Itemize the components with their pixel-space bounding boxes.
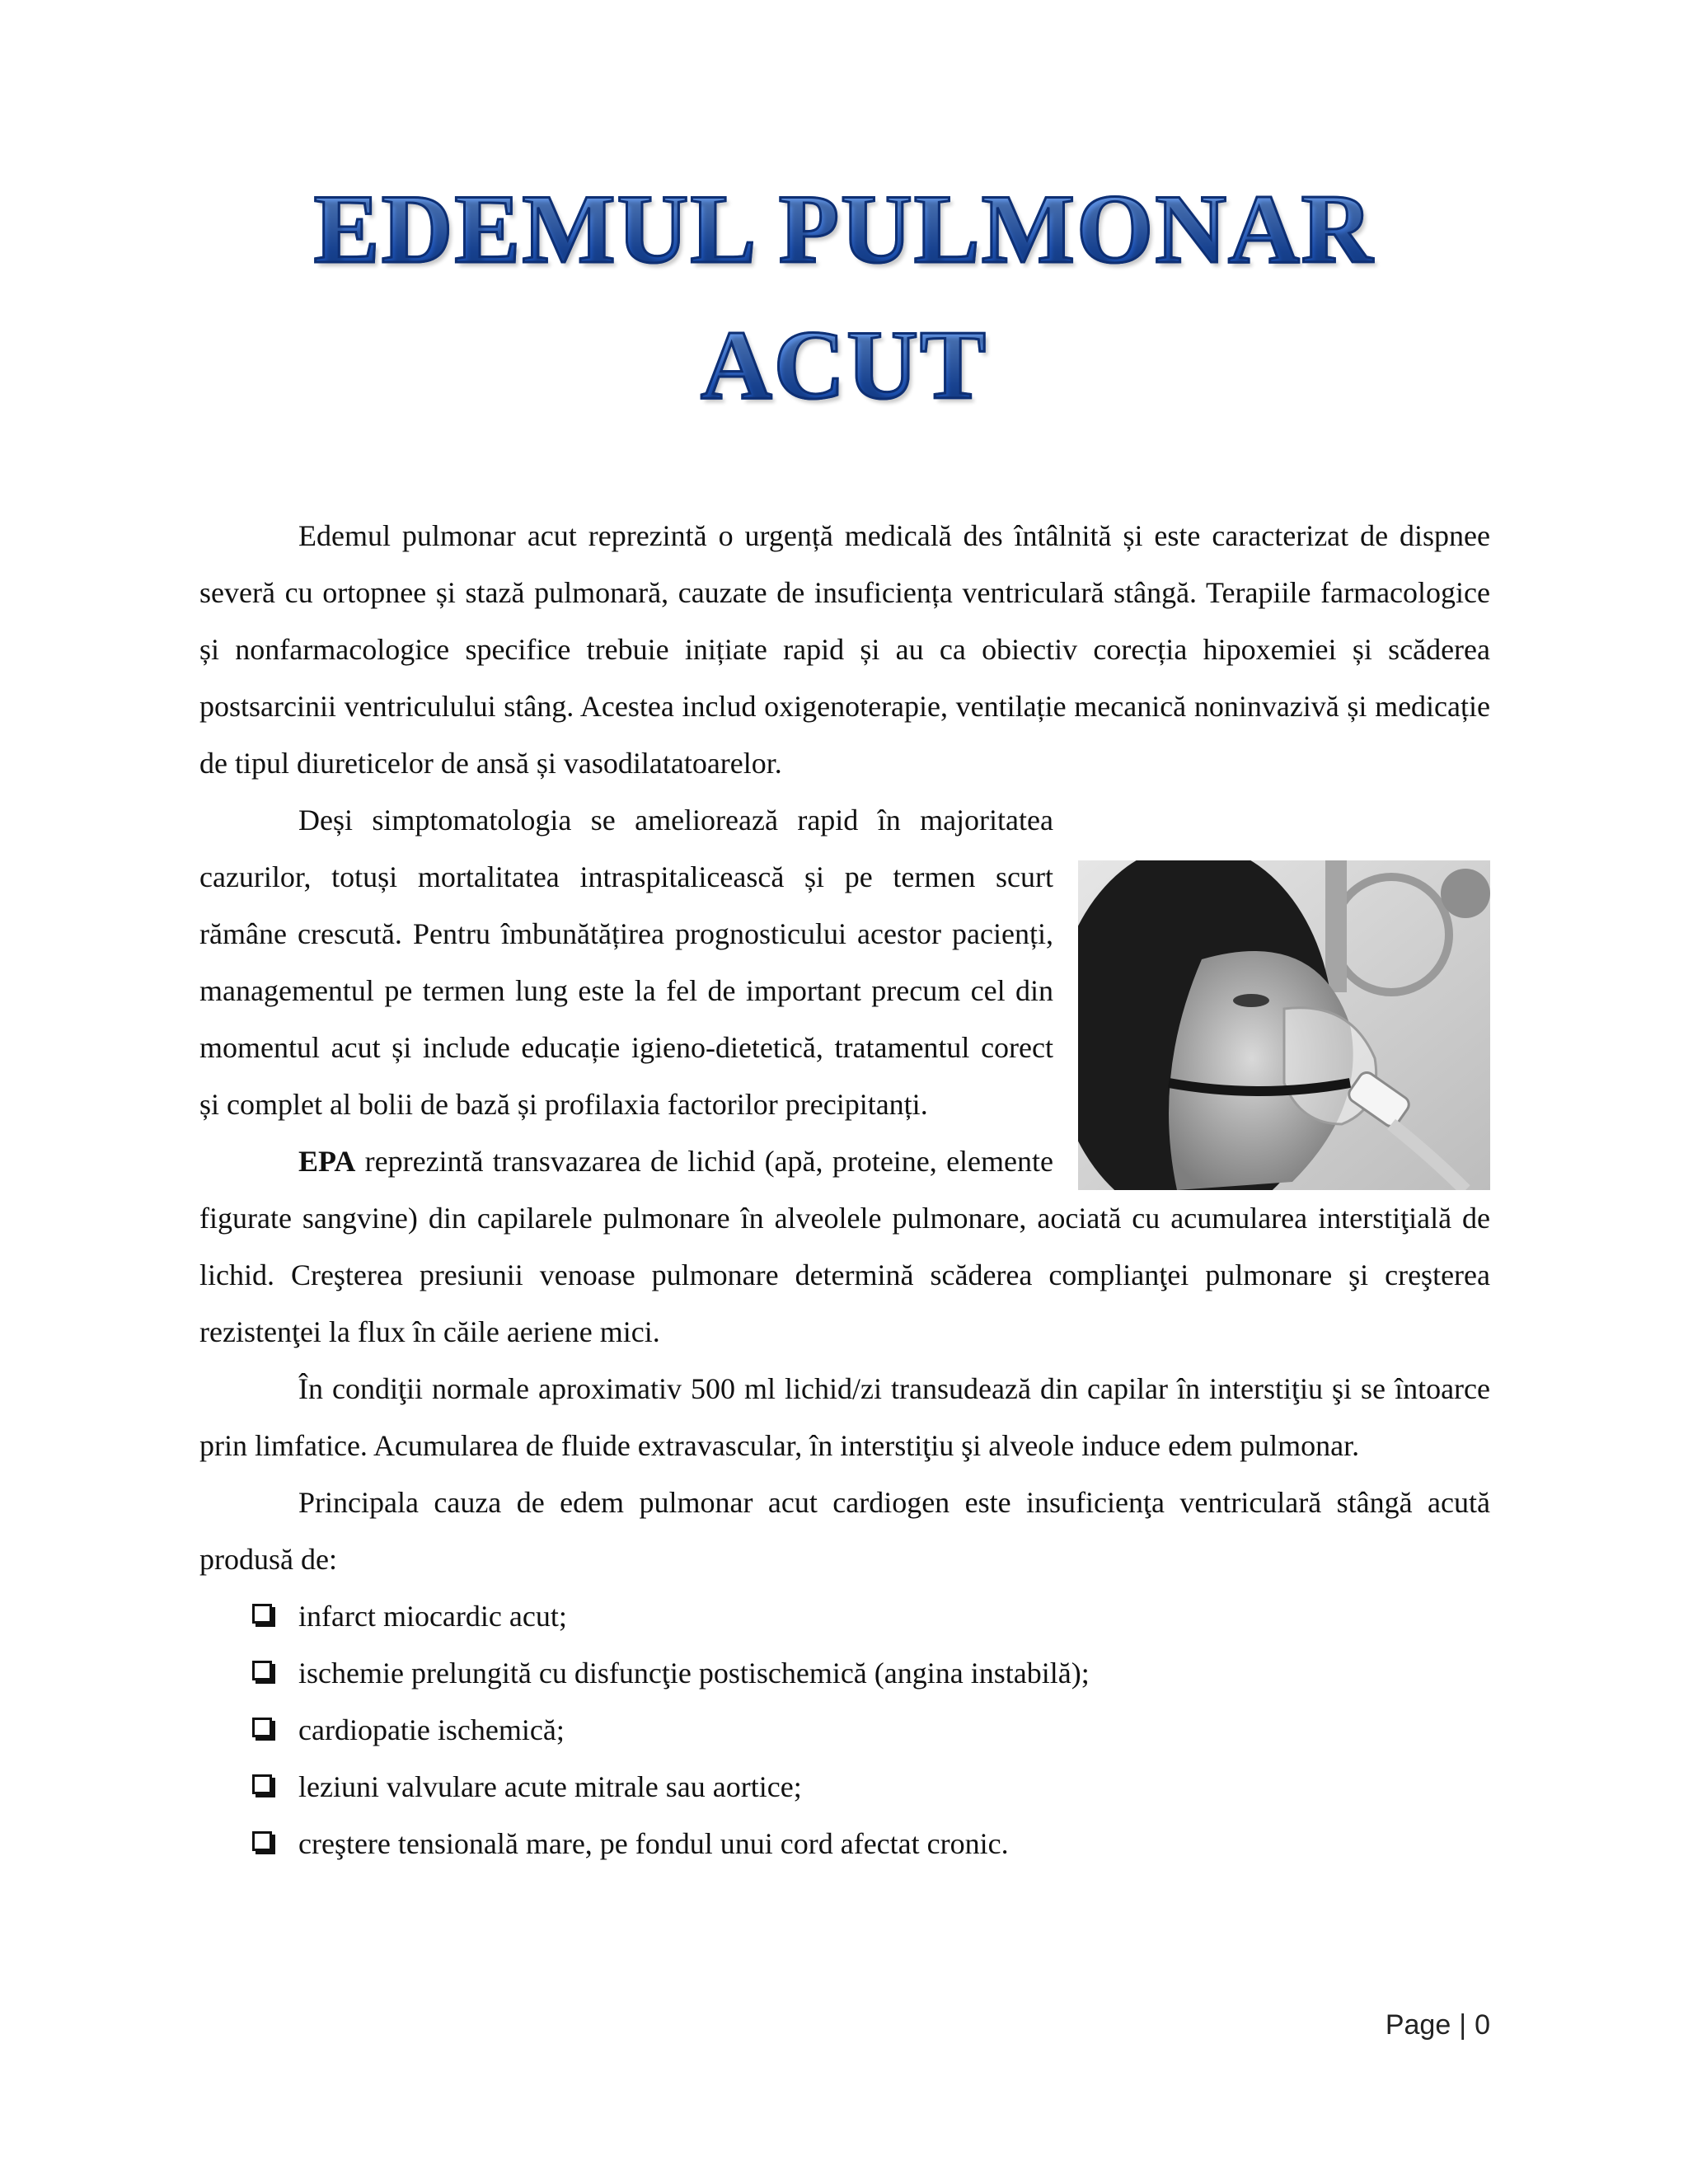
paragraph-symptoms: Deși simptomatologia se ameliorează rapid în majoritatea cazurilor, totuși mortalitatea intraspitalicească și pe termen scurt rămâne crescută. Pentru îmbunătățirea prognosticului acestor pacienți, managementul pe termen lung este la fel de important precum cel din momentul acut și include educație igieno-dietetică, tratamentul corect și complet al bolii de bază și profilaxia factorilor precipitanți. [199, 804, 1053, 1121]
title-line-1: EDEMUL PULMONAR [0, 161, 1688, 297]
list-item-text: creştere tensională mare, pe fondul unui cord afectat cronic. [298, 1827, 1009, 1860]
causes-list [199, 1588, 1490, 1872]
checkbox-bullet-icon [252, 1831, 272, 1851]
paragraph-intro: Edemul pulmonar acut reprezintă o urgență medicală des întâlnită și este caracterizat de dispnee severă cu ortopnee și stază pulmonară, cauzate de insuficiența ventriculară stângă. Terapiile farmacologice și nonfarmacologice specifice trebuie inițiate rapid și au ca obiectiv corecția hipoxemiei și scăderea postsarcinii ventriculului stâng. Acestea includ oxigenoterapie, ventilație mecanică noninvazivă și medicație de tipul diureticelor de ansă și vasodilatatoarelor. [199, 519, 1490, 780]
page-label: Page [1385, 2009, 1451, 2041]
page-number: 0 [1475, 2009, 1490, 2041]
list-item [199, 1645, 1490, 1702]
page-title [0, 161, 1688, 433]
checkbox-bullet-icon [252, 1604, 272, 1624]
paragraph-physiology: În condiţii normale aproximativ 500 ml lichid/zi transudează din capilar în interstiţiu şi se întoarce prin limfatice. Acumularea de fluide extravascular, în interstiţiu şi alveole induce edem pulmonar. [199, 1372, 1490, 1462]
page-footer [1386, 2009, 1490, 2041]
list-item-text: cardiopatie ischemică; [298, 1713, 565, 1746]
checkbox-bullet-icon [252, 1718, 272, 1737]
paragraph-epa-text: reprezintă transvazarea de lichid (apă, proteine, elemente figurate sangvine) din capilarele pulmonare în alveolele pulmonare, aociată cu acumularea interstiţială de lichid. Creşterea presiunii venoase pulmonare determină scăderea complianţei pulmonare şi creşterea rezistenţei la flux în căile aeriene mici. [199, 1145, 1490, 1348]
checkbox-bullet-icon [252, 1661, 272, 1680]
document-body [199, 508, 1490, 1872]
list-item [199, 1588, 1490, 1645]
title-line-2: ACUT [0, 297, 1688, 433]
checkbox-bullet-icon [252, 1774, 272, 1794]
list-item [199, 1759, 1490, 1816]
list-item-text: infarct miocardic acut; [298, 1600, 567, 1633]
list-item-text: ischemie prelungită cu disfuncţie postischemică (angina instabilă); [298, 1657, 1090, 1690]
patient-oxygen-mask-photo [1078, 860, 1490, 1190]
epa-abbreviation: EPA [298, 1145, 356, 1178]
list-item [199, 1702, 1490, 1759]
list-item [199, 1816, 1490, 1872]
list-item-text: leziuni valvulare acute mitrale sau aortice; [298, 1770, 802, 1803]
paragraph-causes: Principala cauza de edem pulmonar acut cardiogen este insuficienţa ventriculară stângă acută produsă de: [199, 1486, 1490, 1576]
page-separator: | [1459, 2009, 1467, 2041]
